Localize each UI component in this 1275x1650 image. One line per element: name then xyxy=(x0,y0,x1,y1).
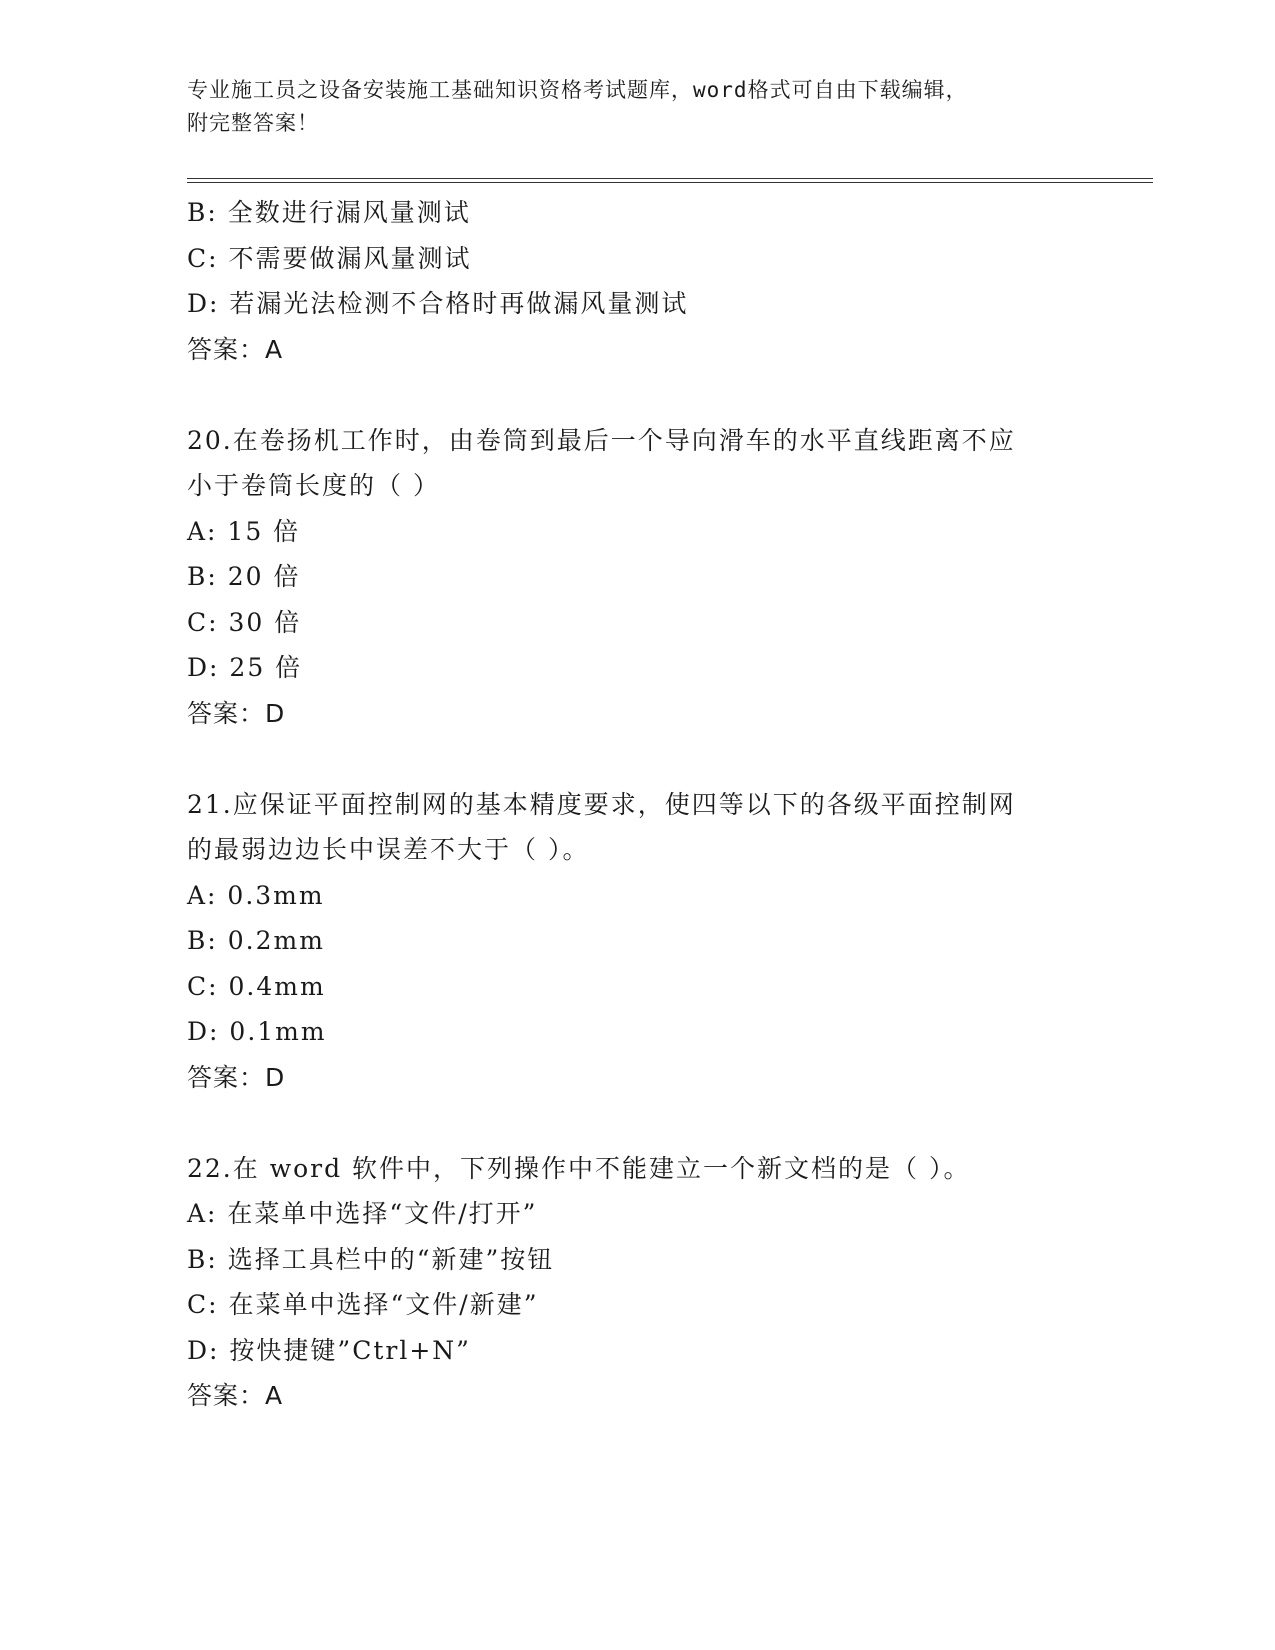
question-list xyxy=(187,190,1087,1419)
option-c: C: 在菜单中选择“文件/新建” xyxy=(187,1290,539,1319)
option-c: C: 不需要做漏风量测试 xyxy=(187,243,472,273)
spacer xyxy=(187,736,1087,782)
header-line-1: 专业施工员之设备安装施工基础知识资格考试题库，word格式可自由下载编辑， xyxy=(187,78,968,102)
answer-label: 答案：A xyxy=(187,334,284,364)
spacer xyxy=(187,372,1087,418)
spacer xyxy=(187,1100,1087,1146)
option-d: D: 25 倍 xyxy=(187,653,303,682)
question-20 xyxy=(187,418,1087,737)
option-d: D: 按快捷键”Ctrl+N” xyxy=(187,1335,471,1365)
option-c: C: 30 倍 xyxy=(187,607,302,637)
question-stem-continued: 小于卷筒长度的（ ） xyxy=(187,471,440,500)
option-a: A: 0.3mm xyxy=(187,880,325,910)
question-stem-continued: 的最弱边边长中误差不大于（ ）。 xyxy=(187,835,590,864)
question-stem: 22.在 word 软件中，下列操作中不能建立一个新文档的是（ ）。 xyxy=(187,1153,971,1183)
header-divider-bottom xyxy=(187,182,1153,183)
answer-label: 答案：D xyxy=(187,698,286,728)
option-d: D: 若漏光法检测不合格时再做漏风量测试 xyxy=(187,289,689,318)
question-22 xyxy=(187,1146,1087,1419)
answer-label: 答案：D xyxy=(187,1062,286,1092)
option-b: B: 0.2mm xyxy=(187,926,325,955)
option-a: A: 在菜单中选择“文件/打开” xyxy=(187,1199,538,1228)
document-header xyxy=(187,74,1067,140)
header-line-2: 附完整答案！ xyxy=(187,111,319,135)
option-d: D: 0.1mm xyxy=(187,1017,327,1046)
question-stem: 20.在卷扬机工作时，由卷筒到最后一个导向滑车的水平直线距离不应 xyxy=(187,425,1016,455)
option-c: C: 0.4mm xyxy=(187,971,326,1001)
option-a: A: 15 倍 xyxy=(187,516,301,546)
question-21 xyxy=(187,782,1087,1101)
option-b: B: 20 倍 xyxy=(187,562,301,591)
question-19 xyxy=(187,190,1087,372)
header-divider-top xyxy=(187,178,1153,179)
option-b: B: 选择工具栏中的“新建”按钮 xyxy=(187,1244,555,1274)
question-stem: 21.应保证平面控制网的基本精度要求，使四等以下的各级平面控制网 xyxy=(187,789,1016,819)
option-b: B: 全数进行漏风量测试 xyxy=(187,198,471,227)
answer-label: 答案：A xyxy=(187,1381,284,1410)
